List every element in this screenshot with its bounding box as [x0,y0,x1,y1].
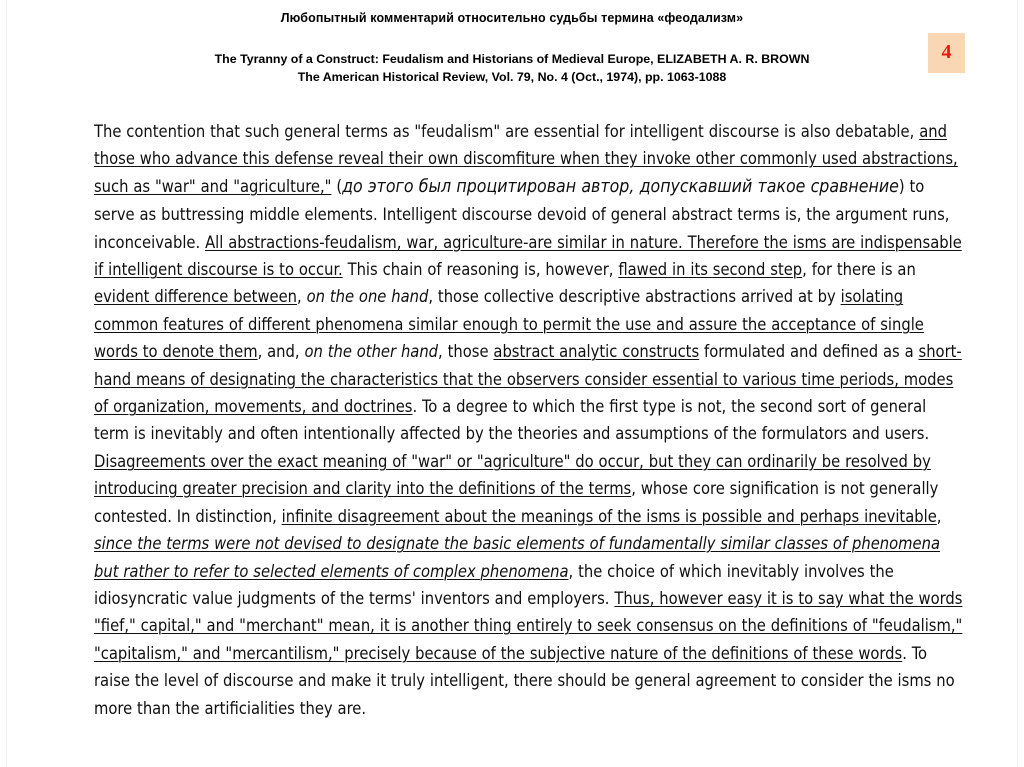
underline-run: isolating common features of different phenomena similar enough to permit the use and assure the acceptance of single words to denote them [94,287,924,362]
text-run: ( [331,176,343,196]
page-number-label: 4 [941,41,952,63]
underline-run: abstract analytic constructs [493,342,700,362]
text-run [304,342,438,361]
citation-line-1: The Tyranny of a Construct: Feudalism and Historians of Medieval Europe, ELIZABETH A. R. BROWN [214,52,810,66]
citation-line-2: The American Historical Review, Vol. 79, No. 4 (Oct., 1974), pp. 1063-1088 [297,70,727,84]
page-edge-right [1017,0,1018,767]
text-run [493,342,699,361]
underline-run: infinite disagreement about the meanings of the isms is possible and perhaps inevitable [281,506,937,526]
page-edge-left [6,0,7,767]
body-paragraph [94,118,964,722]
source-citation [0,50,1024,86]
text-run: , and, [257,342,305,362]
text-run: formulated and defined as a [699,342,919,362]
underline-run: flawed in its second step [618,260,803,280]
text-run: This chain of reasoning is, however, [342,260,619,280]
underline-run: Thus, however easy it is to say what the words "fief," capital," and "merchant" mean, it is another thing entirely to seek consensus on the definitions of "feudalism," "capitalism," and "mercantilism," precisely because of the subjective nature of the definitions of these words [94,588,963,663]
text-run [282,507,937,526]
text-run: , those [438,342,494,362]
text-run: , those collective descriptive abstractions arrived at by [428,287,841,307]
body-content [94,118,964,722]
text-run: , for there is an [802,260,916,280]
underline-run: since the terms were not devised to designate the basic elements of fundamentally similar classes of phenomena but rather to refer to selected elements of complex phenomena [94,534,940,581]
text-run [94,287,297,306]
text-run: , the choice of which inevitably involves the idiosyncratic value judgments of the terms' inventors and employers. [94,561,894,608]
emphasis-run: on the one hand [306,287,429,307]
text-run: . To raise the level of discourse and make it truly intelligent, there should be general agreement to consider the isms no more than the artificialities they are. [94,643,955,718]
text-run: The contention that such general terms as "feudalism" are essential for intelligent discourse is also debatable, [94,122,920,141]
text-run [618,260,802,279]
text-run: , [936,506,942,526]
text-run: ) to serve as buttressing middle elements. Intelligent discourse devoid of general abstract terms is, the argument runs, inconceivable. [94,176,950,252]
text-run: , whose core signification is not generally contested. In distinction, [94,479,939,526]
underline-run: evident difference between [94,287,298,307]
underline-run: and those who advance this defense reveal their own discomfiture when they invoke other commonly used abstractions, such as "war" and "agriculture," [94,122,958,196]
underline-run: Disagreements over the exact meaning of "war" or "agriculture" do occur, but they can ordinarily be resolved by introducing greater precision and clarity into the definitions of the terms [94,451,931,499]
emphasis-run: on the other hand [304,342,439,362]
underline-run: short-hand means of designating the characteristics that the observers consider essential to various time periods, modes of organization, movements, and doctrines [94,342,962,417]
text-run: , [297,287,307,307]
text-run: до этого был процитирован автор, допускавший такое сравнение [342,176,899,197]
slide-header [0,10,1024,86]
page-title: Любопытный комментарий относительно судьбы термина «феодализм» [280,11,744,25]
page-number-badge [928,33,965,73]
text-run: . To a degree to which the first type is not, the second sort of general term is inevitably and often intentionally affected by the theories and assumptions of the formulators and users. [94,397,930,444]
text-run [307,287,429,306]
underline-run: All abstractions-feudalism, war, agriculture-are similar in nature. Therefore the isms are indispensable if intelligent discourse is to occur. [94,232,962,280]
